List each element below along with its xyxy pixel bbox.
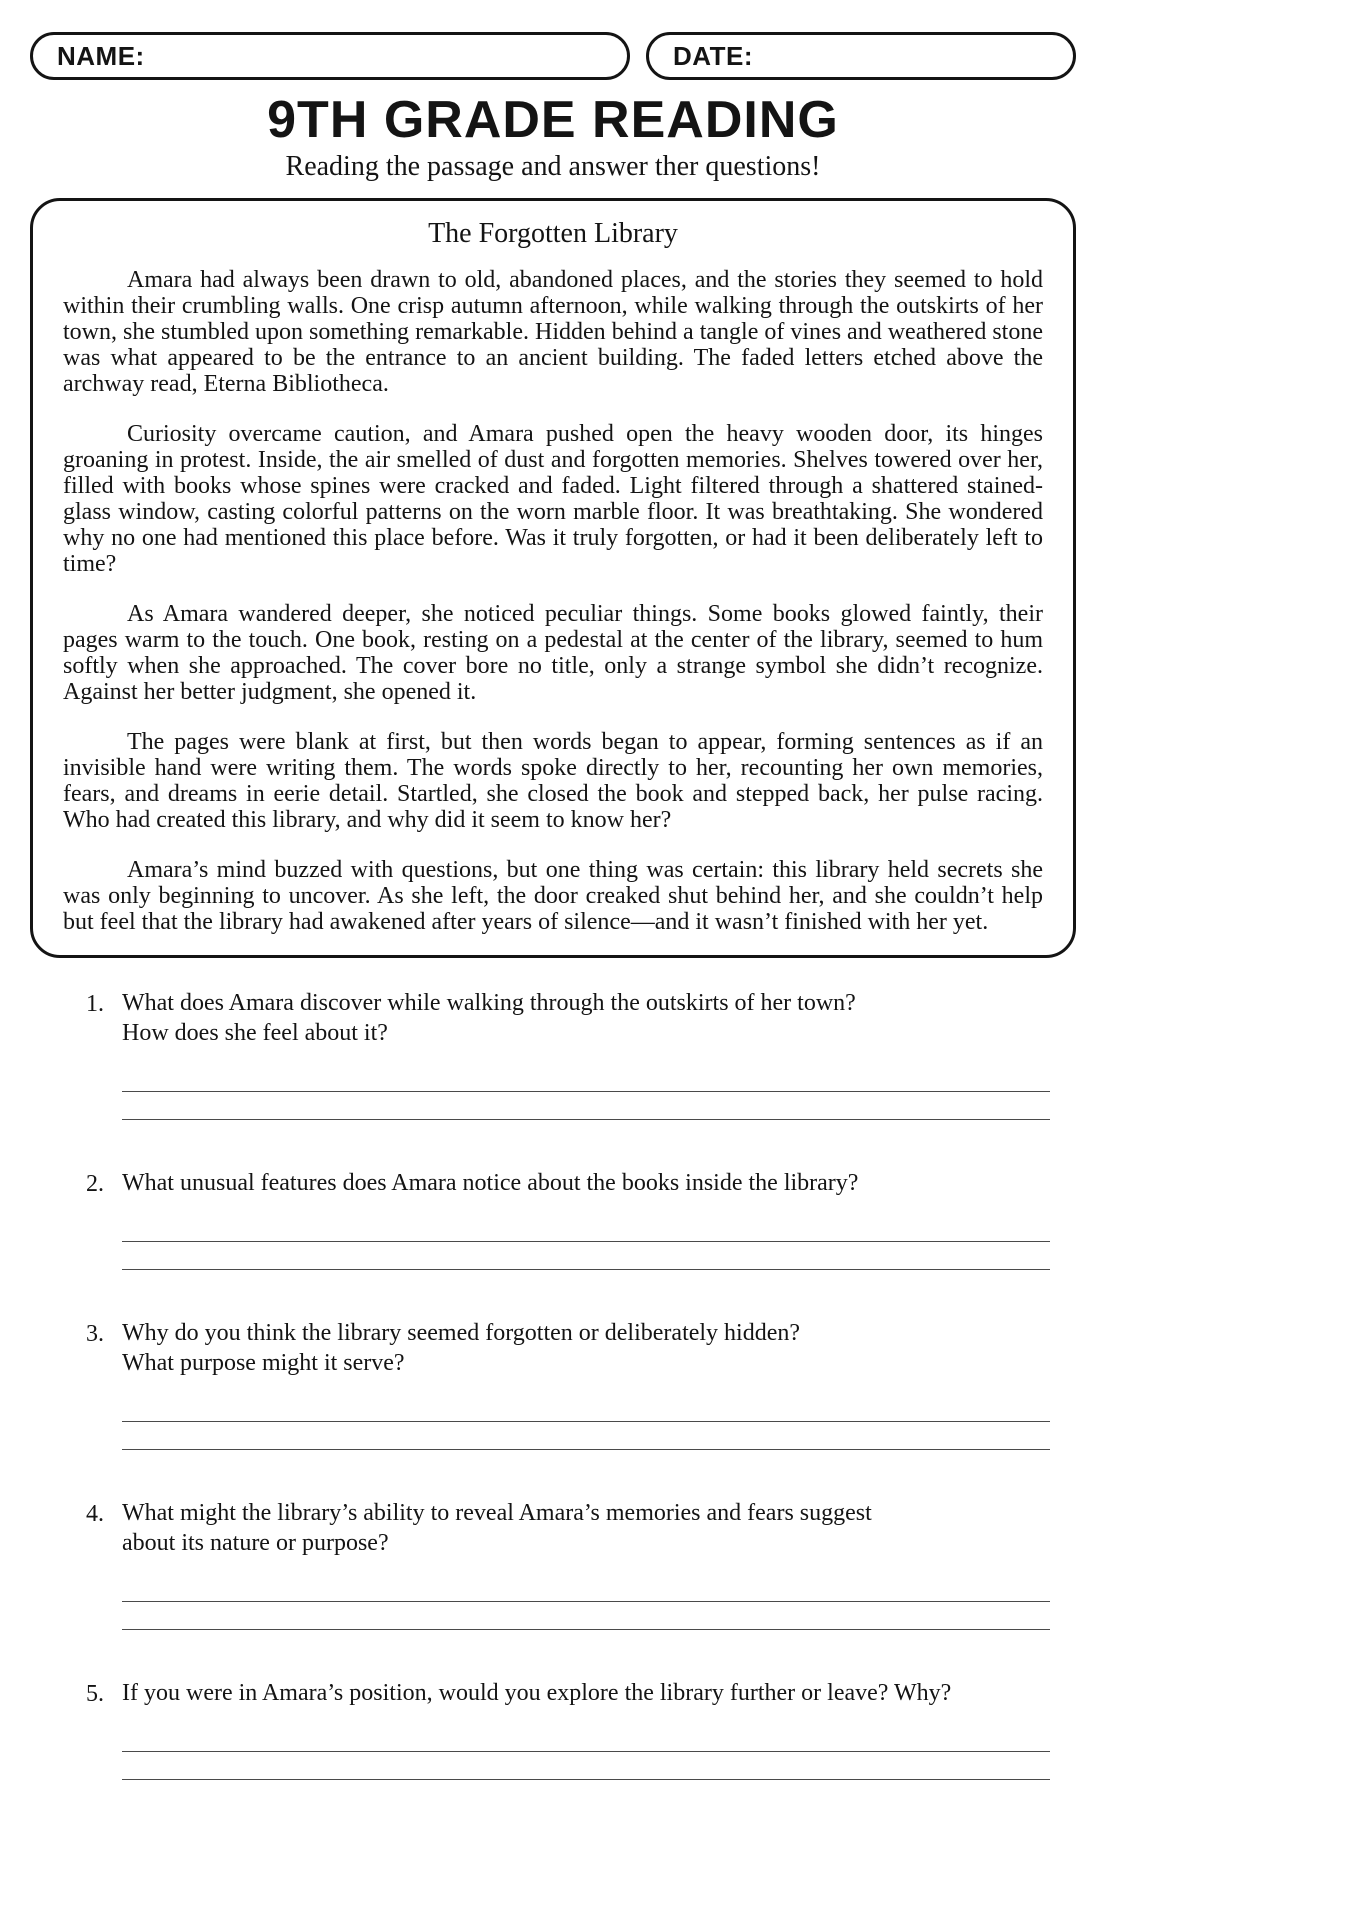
answer-area [122,1064,1050,1120]
passage-paragraph-2: Curiosity overcame caution, and Amara pushed open the heavy wooden door, its hinges groaning in protest. Inside, the air smelled of dust and forgotten memories. Shelves towered over her, filled with books whose spines were cracked and faded. Light filtered through a shattered stained-glass window, casting colorful patterns on the worn marble floor. It was breathtaking. She wondered why no one had mentioned this place before. Was it truly forgotten, or had it been deliberately left to time? [63,421,1043,577]
question-text: Why do you think the library seemed forgotten or deliberately hidden? What purpose might it serve? [122,1320,801,1376]
answer-line-2[interactable] [122,1602,1050,1630]
page-title: 9TH GRADE READING [267,91,839,149]
question-4 [82,1498,1050,1630]
date-field[interactable] [646,32,1076,80]
passage-box [30,198,1076,958]
passage-title: The Forgotten Library [428,218,678,249]
answer-area [122,1724,1050,1780]
questions-section [30,988,1076,1780]
answer-line-2[interactable] [122,1752,1050,1780]
question-number: 5. [86,1681,104,1707]
question-number: 3. [86,1321,104,1347]
answer-area [122,1214,1050,1270]
question-number: 1. [86,991,104,1017]
header [30,32,1076,80]
answer-line-2[interactable] [122,1422,1050,1450]
question-1 [82,988,1050,1120]
question-2 [82,1168,1050,1270]
passage-paragraph-3: As Amara wandered deeper, she noticed peculiar things. Some books glowed faintly, their pages warm to the touch. One book, resting on a pedestal at the center of the library, seemed to hum softly when she approached. The cover bore no title, only a strange symbol she didn’t recognize. Against her better judgment, she opened it. [63,601,1043,705]
passage-paragraph-5: Amara’s mind buzzed with questions, but one thing was certain: this library held secrets she was only beginning to uncover. As she left, the door creaked shut behind her, and she couldn’t help but feel that the library had awakened after years of silence—and it wasn’t finished with her yet. [63,857,1043,935]
answer-area [122,1394,1050,1450]
question-text: If you were in Amara’s position, would you explore the library further or leave? Why? [122,1680,952,1706]
name-field[interactable] [30,32,630,80]
answer-area [122,1574,1050,1630]
answer-line-1[interactable] [122,1394,1050,1422]
page-subtitle: Reading the passage and answer ther questions! [285,151,821,182]
worksheet-page [30,32,1076,1780]
passage-paragraph-1: Amara had always been drawn to old, abandoned places, and the stories they seemed to hold within their crumbling walls. One crisp autumn afternoon, while walking through the outskirts of her town, she stumbled upon something remarkable. Hidden behind a tangle of vines and weathered stone was what appeared to be the entrance to an ancient building. The faded letters etched above the archway read, Eterna Bibliotheca. [63,267,1043,397]
question-text: What unusual features does Amara notice about the books inside the library? [122,1170,859,1196]
question-text: What might the library’s ability to reveal Amara’s memories and fears suggest about its nature or purpose? [122,1500,872,1556]
question-3 [82,1318,1050,1450]
answer-line-2[interactable] [122,1092,1050,1120]
answer-line-1[interactable] [122,1214,1050,1242]
name-label: NAME: [57,40,145,71]
answer-line-1[interactable] [122,1064,1050,1092]
passage-paragraph-4: The pages were blank at first, but then words began to appear, forming sentences as if an invisible hand were writing them. The words spoke directly to her, recounting her own memories, fears, and dreams in eerie detail. Startled, she closed the book and stepped back, her pulse racing. Who had created this library, and why did it seem to know her? [63,729,1043,833]
question-5 [82,1678,1050,1780]
answer-line-1[interactable] [122,1724,1050,1752]
question-number: 4. [86,1501,104,1527]
answer-line-1[interactable] [122,1574,1050,1602]
answer-line-2[interactable] [122,1242,1050,1270]
question-number: 2. [86,1171,104,1197]
date-label: DATE: [673,40,754,71]
question-text: What does Amara discover while walking through the outskirts of her town? How does she feel about it? [122,990,856,1046]
